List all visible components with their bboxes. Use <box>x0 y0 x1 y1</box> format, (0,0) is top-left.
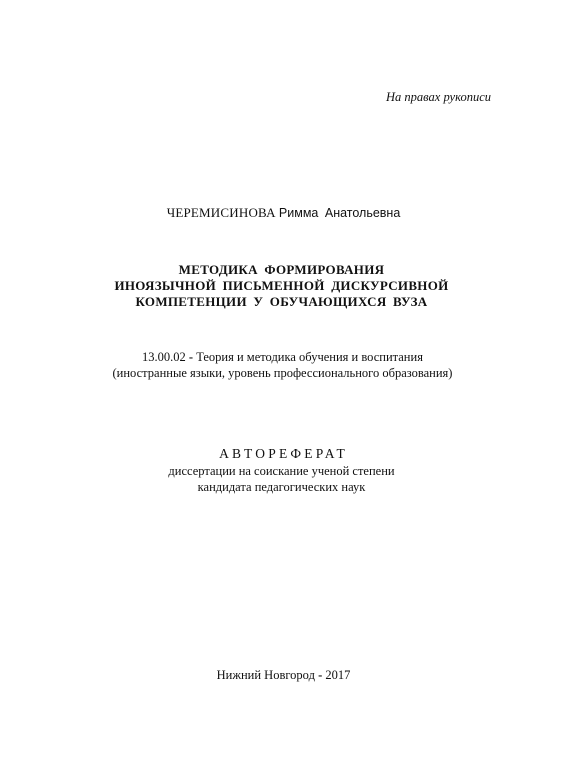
degree-line-2: кандидата педагогических наук <box>197 480 366 494</box>
author-name <box>2 205 563 221</box>
specialty-name: Теория и методика обучения и воспитания <box>196 350 423 364</box>
year: 2017 <box>325 668 351 682</box>
title-line-3: КОМПЕТЕНЦИИ У ОБУЧАЮЩИХСЯ ВУЗА <box>135 294 428 309</box>
place-year <box>2 668 563 683</box>
specialty-dash: - <box>188 350 194 364</box>
title-line-2: ИНОЯЗЫЧНОЙ ПИСЬМЕННОЙ ДИСКУРСИВНОЙ <box>114 278 449 293</box>
author-given-names: Римма Анатольевна <box>278 206 401 220</box>
title-line-1: МЕТОДИКА ФОРМИРОВАНИЯ <box>178 262 385 277</box>
specialty-code: 13.00.02 <box>142 350 186 364</box>
author-surname: ЧЕРЕМИСИНОВА <box>166 205 276 220</box>
place-dash: - <box>318 668 323 682</box>
rights-note: На правах рукописи <box>386 90 491 104</box>
specialty-line <box>1 350 563 365</box>
degree-line-1: диссертации на соискание ученой степени <box>168 464 395 478</box>
city: Нижний Новгород <box>216 668 315 682</box>
document-type-label: АВТОРЕФЕРАТ <box>219 446 348 461</box>
specialty-detail: (иностранные языки, уровень профессионального образования) <box>112 366 453 380</box>
